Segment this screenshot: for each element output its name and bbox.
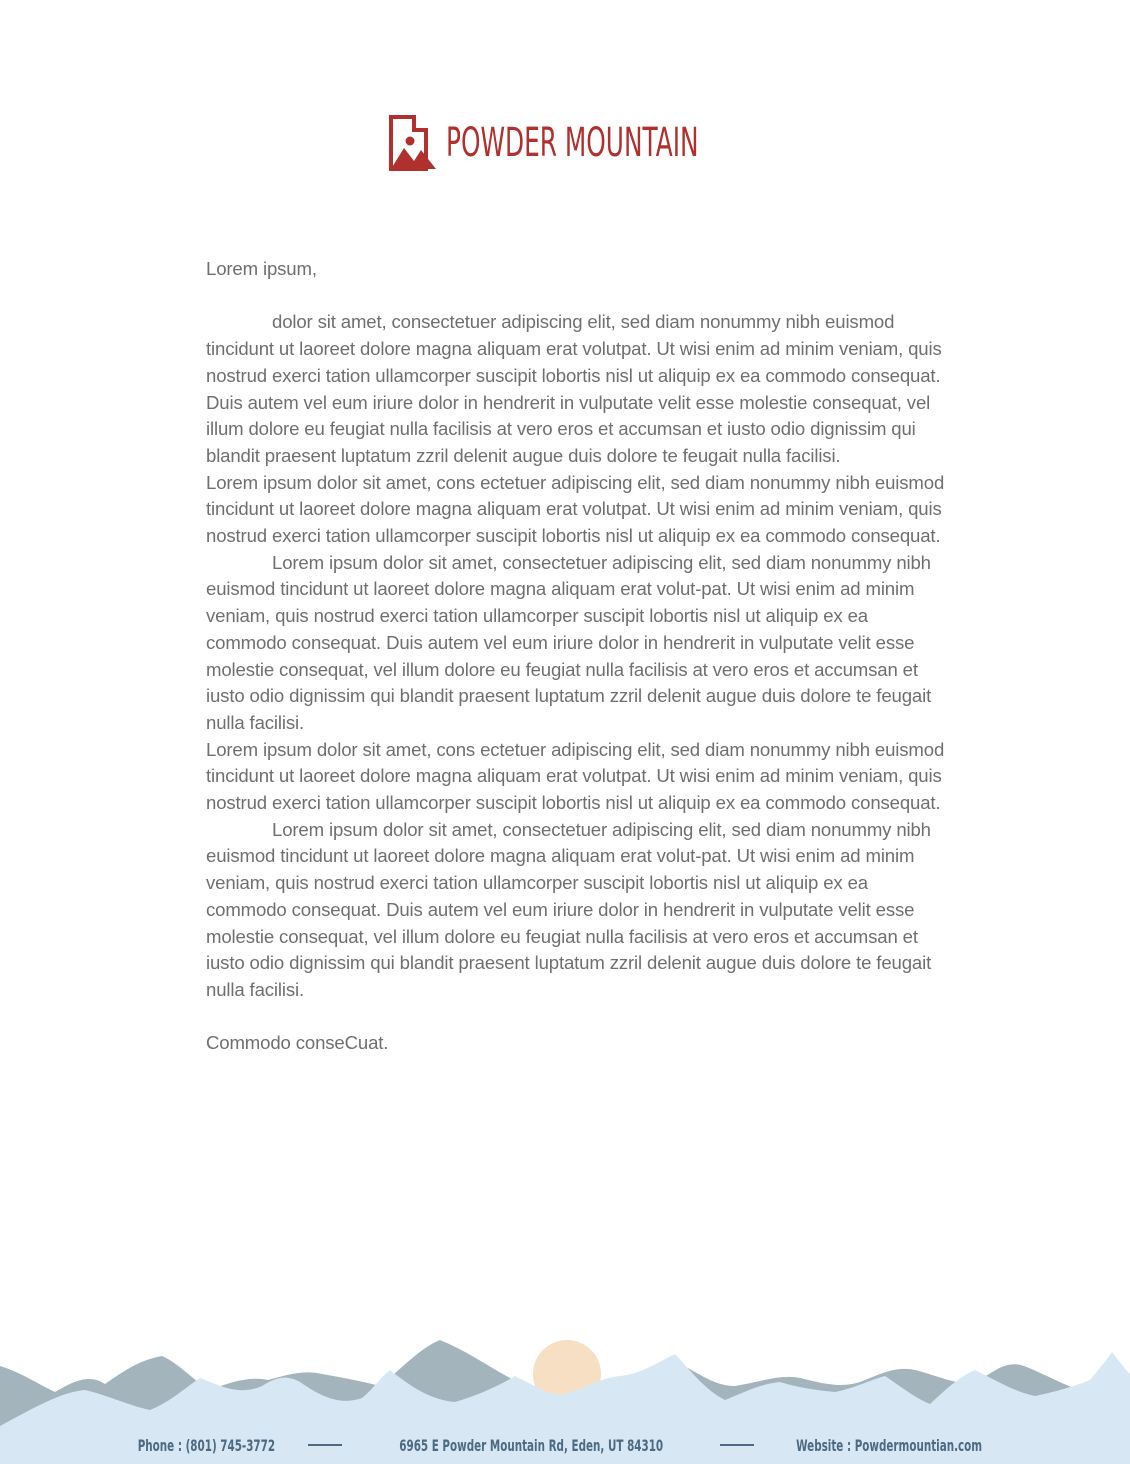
- letter-paragraph: Lorem ipsum dolor sit amet, cons ectetuer adipiscing elit, sed diam nonummy nibh euismod tincidunt ut laoreet dolore magna aliquam erat volutpat. Ut wisi enim ad minim veniam, quis nostrud exerci tation ullamcorper suscipit lobortis nisl ut aliquip ex ea commodo consequat.: [206, 471, 945, 547]
- footer-address: 6965 E Powder Mountain Rd, Eden, UT 84310: [399, 1435, 664, 1455]
- letter-paragraph: dolor sit amet, consectetuer adipiscing elit, sed diam nonummy nibh euismod tincidunt ut laoreet dolore magna aliquam erat volutpat. Ut wisi enim ad minim veniam, quis nostrud exerci tation ullamcorper suscipit lobortis nisl ut aliquip ex ea commodo consequat. Duis autem vel eum iriure dolor in hendrerit in vulputate velit esse molestie consequat, vel illum dolore eu feugiat nulla facilisis at vero eros et accumsan et iusto odio dignissim qui blandit praesent luptatum zzril delenit augue duis dolore te feugait nulla facilisi.: [206, 311, 942, 466]
- letter-paragraph: Lorem ipsum dolor sit amet, consectetuer adipiscing elit, sed diam nonummy nibh euismod tincidunt ut laoreet dolore magna aliquam erat volut-pat. Ut wisi enim ad minim veniam, quis nostrud exerci tation ullamcorper suscipit lobortis nisl ut aliquip ex ea commodo consequat. Duis autem vel eum iriure dolor in hendrerit in vulputate velit esse molestie consequat, vel illum dolore eu feugiat nulla facilisis at vero eros et accumsan et iusto odio dignissim qui blandit praesent luptatum zzril delenit augue duis dolore te feugait nulla facilisi.: [206, 818, 932, 1000]
- brand-logo: [388, 114, 853, 172]
- letter-greeting: Lorem ipsum,: [206, 258, 317, 279]
- brand-name: POWDER MOUNTAIN: [446, 120, 699, 166]
- footer-contact: [0, 1426, 1130, 1464]
- footer-phone: Phone : (801) 745-3772: [137, 1435, 276, 1455]
- utah-mountain-logo-icon: [388, 114, 438, 172]
- footer-website: Website : Powdermountian.com: [796, 1435, 983, 1455]
- footer-divider: [308, 1444, 342, 1446]
- letter-paragraph: Lorem ipsum dolor sit amet, cons ectetuer adipiscing elit, sed diam nonummy nibh euismod tincidunt ut laoreet dolore magna aliquam erat volutpat. Ut wisi enim ad minim veniam, quis nostrud exerci tation ullamcorper suscipit lobortis nisl ut aliquip ex ea commodo consequat.: [206, 738, 945, 814]
- letter-paragraph: Lorem ipsum dolor sit amet, consectetuer adipiscing elit, sed diam nonummy nibh euismod tincidunt ut laoreet dolore magna aliquam erat volut-pat. Ut wisi enim ad minim veniam, quis nostrud exerci tation ullamcorper suscipit lobortis nisl ut aliquip ex ea commodo consequat. Duis autem vel eum iriure dolor in hendrerit in vulputate velit esse molestie consequat, vel illum dolore eu feugiat nulla facilisis at vero eros et accumsan et iusto odio dignissim qui blandit praesent luptatum zzril delenit augue duis dolore te feugait nulla facilisi.: [206, 551, 932, 733]
- letter-closing: Commodo conseCuat.: [206, 1032, 389, 1054]
- letter-body: [206, 256, 946, 1057]
- footer-divider: [720, 1444, 754, 1446]
